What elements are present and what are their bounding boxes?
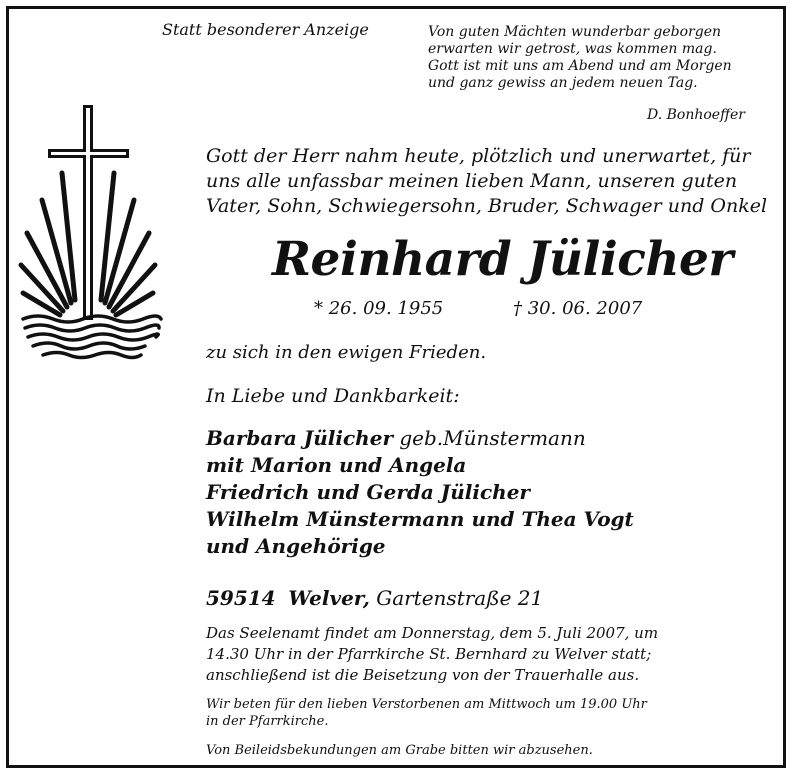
intro-line: Gott der Herr nahm heute, plötzlich und unerwartet, für — [206, 145, 751, 167]
family-line: Friedrich und Gerda Jülicher — [206, 480, 530, 504]
intro-line: Vater, Sohn, Schwiegersohn, Bruder, Schwager und Onkel — [206, 195, 768, 217]
service-line: Das Seelenamt findet am Donnerstag, dem 5. Juli 2007, um — [206, 624, 659, 642]
cross-with-rays-and-waves-icon — [15, 105, 170, 365]
family-line: mit Marion und Angela — [206, 453, 467, 477]
family-list — [206, 425, 634, 560]
deceased-name: Reinhard Jülicher — [272, 232, 733, 287]
postal-code: 59514 — [206, 586, 276, 610]
death-date: † 30. 06. 2007 — [513, 298, 643, 319]
intro-line: uns alle unfassbar meinen lieben Mann, unseren guten — [206, 170, 738, 192]
evening-line: in der Pfarrkirche. — [206, 714, 329, 729]
bonhoeffer-quote — [428, 24, 732, 92]
service-line: 14.30 Uhr in der Pfarrkirche St. Bernhard zu Welver statt; — [206, 645, 652, 663]
quote-line: Von guten Mächten wunderbar geborgen — [428, 24, 721, 40]
family-line-spouse — [206, 425, 634, 452]
street: Gartenstraße 21 — [376, 586, 544, 610]
condolence-note: Von Beileidsbekundungen am Grabe bitten wir abzusehen. — [206, 743, 593, 758]
spouse-name: Barbara Jülicher — [206, 426, 393, 450]
quote-line: Gott ist mit uns am Abend und am Morgen — [428, 58, 732, 74]
quote-author: D. Bonhoeffer — [647, 107, 745, 123]
spouse-nee: geb.Münstermann — [392, 426, 586, 450]
notice-label: Statt besonderer Anzeige — [162, 20, 369, 39]
evening-prayer-info — [206, 696, 647, 730]
quote-line: und ganz gewiss an jedem neuen Tag. — [428, 75, 698, 91]
thanks-line: In Liebe und Dankbarkeit: — [206, 385, 460, 407]
address — [206, 586, 543, 610]
family-line: und Angehörige — [206, 534, 386, 558]
peace-line: zu sich in den ewigen Frieden. — [206, 342, 487, 363]
service-line: anschließend ist die Beisetzung von der Trauerhalle aus. — [206, 666, 640, 684]
birth-date: * 26. 09. 1955 — [314, 298, 444, 319]
service-info — [206, 623, 658, 686]
city: Welver, — [288, 586, 370, 610]
family-line: Wilhelm Münstermann und Thea Vogt — [206, 507, 634, 531]
quote-line: erwarten wir getrost, was kommen mag. — [428, 41, 717, 57]
evening-line: Wir beten für den lieben Verstorbenen am Mittwoch um 19.00 Uhr — [206, 697, 647, 712]
intro-text — [206, 144, 767, 219]
